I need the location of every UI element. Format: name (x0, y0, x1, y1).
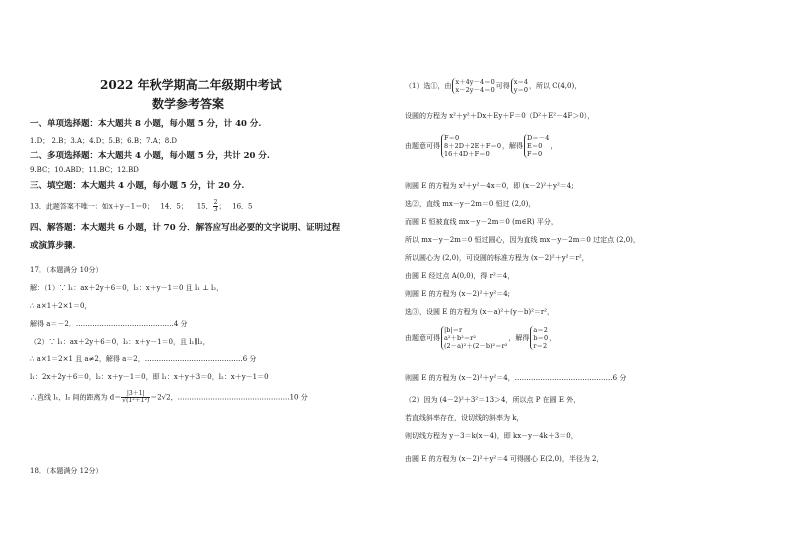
q17-line5: ∴ a×1＝2×1 且 a≠2，解得 a＝2，……………………………………6 分 (30, 355, 257, 363)
r12-start: 由题意可得 (405, 334, 440, 342)
q18-heading: 18．（本题满分 12分） (30, 467, 103, 475)
q17-line2: ∴ a×1＋2×1＝0， (30, 302, 92, 310)
answer-15-label: 15． (196, 202, 213, 211)
system-3-eq3: (2－a)²＋(2－b)²＝r² (444, 342, 508, 350)
part3-heading: 三、填空题：本大题共 4 小题，每小题 5 分，计 20 分. (30, 181, 245, 191)
part1-heading: 一、单项选择题：本大题共 8 小题，每小题 5 分，计 40 分. (30, 119, 262, 129)
r-line3 (405, 134, 557, 158)
answer-15-tail: ； (218, 202, 226, 211)
r-line2: 设圆的方程为 x²＋y²＋Dx＋Ey＋F＝0（D²＋E²－4F＞0）， (405, 112, 595, 120)
r-line16: 则切线方程为 y－3＝k(x－4)，即 kx－y－4k＋3＝0， (405, 432, 578, 440)
r-line8: 所以圆心为 (2,0)，可设圆的标准方程为 (x－2)²＋y²＝r²， (405, 254, 589, 262)
solution-3 (530, 326, 548, 350)
system-3-eq1: |b|＝r (444, 326, 463, 334)
part3-answers (30, 200, 253, 213)
system-3 (441, 326, 507, 350)
page-subtitle: 数学参考答案 (152, 97, 225, 111)
part1-answers: 1.D； 2.B；3.A；4.D；5.B；6.B；7.A；8.D (30, 137, 178, 145)
solution-2-d: D＝－4 (527, 134, 550, 142)
r3-end: ， (550, 142, 558, 150)
r12-mid: ，解得 (508, 334, 530, 342)
answer-16: 16．5 (232, 202, 253, 211)
system-1-eq1: x＋4y－4＝0 (455, 78, 495, 86)
system-2-eq3: 16＋4D＋F＝0 (444, 150, 490, 158)
solution-2 (524, 134, 549, 158)
distance-numerator: |3＋1| (121, 391, 150, 398)
answer-15-denominator: 3 (213, 206, 218, 213)
q17-line6: l₁：2x＋2y＋6＝0，l₂：x＋y－1＝0，即 l₁：x＋y＋3＝0，l₂：x＋y－1＝0 (30, 373, 269, 381)
r-line17: 由圆 E 的方程为 (x－2)²＋y²＝4 可得圆心 E(2,0)，半径为 2， (405, 455, 604, 463)
system-2-eq2: 8＋2D＋2E＋F＝0 (444, 142, 502, 150)
solution-3-b: b＝0 (533, 334, 549, 342)
r-line14: （2）因为 (4－2)²＋3²＝13＞4，所以点 P 在圆 E 外， (405, 396, 581, 404)
answer-15-numerator: 2 (213, 199, 218, 206)
r-line6: 而圆 E 恒被直线 mx－y－2m＝0 (m∈R) 平分， (405, 218, 558, 226)
r-line5: 选②，直线 mx－y－2m＝0 恒过 (2,0)， (405, 200, 536, 208)
answer-14: 14．5； (160, 202, 188, 211)
r-line7: 所以 mx－y－2m＝0 恒过圆心，因为直线 mx－y－2m＝0 过定点 (2,0)， (405, 236, 640, 244)
q17-line1: 解：（1）∵ l₁：ax＋2y＋6＝0，l₂：x＋y－1＝0 且 l₁ ⊥ l₂， (30, 284, 224, 292)
r-line1 (405, 78, 581, 94)
solution-1-y: y＝0 (513, 86, 529, 94)
solution-3-a: a＝2 (533, 326, 548, 334)
solution-2-e: E＝0 (527, 142, 543, 150)
page-title: 2022 年秋学期高二年级期中考试 (100, 78, 282, 92)
r1-end: ，所以 C(4,0)， (529, 82, 582, 90)
q17-line7-end: ＝2√2，…………………………………………10 分 (150, 393, 308, 402)
r-line10: 则圆 E 的方程为 (x－2)²＋y²＝4; (405, 290, 511, 298)
distance-fraction (121, 391, 150, 404)
answer-13: 13．此题答案不唯一：如x＋y－1＝0； (30, 202, 154, 211)
solution-1 (511, 78, 528, 94)
solution-3-r: r＝2 (533, 342, 548, 350)
r-line4: 则圆 E 的方程为 x²＋y²－4x＝0，即 (x－2)²＋y²＝4; (405, 182, 574, 190)
q17-line3: 解得 a＝－2．……………………………………4 分 (30, 320, 188, 328)
r1-mid: 可得 (495, 82, 510, 90)
solution-2-f: F＝0 (527, 150, 543, 158)
system-2 (441, 134, 501, 158)
q17-line4: （2）∵ l₁：ax＋2y＋6＝0，l₂：x＋y－1＝0，且 l₁∥l₂， (30, 338, 210, 346)
r-line9: 由圆 E 经过点 A(0,0)，得 r²＝4， (405, 272, 515, 280)
solution-1-x: x＝4 (513, 78, 529, 86)
r-line13: 则圆 E 的方程为 (x－2)²＋y²＝4，……………………………………6 分 (405, 374, 627, 382)
part4-heading-line1: 四、解答题：本大题共 6 小题，计 70 分．解答应写出必要的文字说明、证明过程 (30, 223, 341, 233)
part2-answers: 9.BC；10.ABD；11.BC；12.BD (30, 166, 139, 174)
r3-start: 由题意可得 (405, 142, 440, 150)
part2-heading: 二、多项选择题：本大题共 4 小题，每小题 5 分，共计 20 分. (30, 151, 270, 161)
r12-end: ， (549, 334, 557, 342)
system-1 (452, 78, 494, 94)
q17-line7 (30, 391, 308, 404)
r-line11: 选③，设圆 E 的方程为 (x－a)²＋(y－b)²＝r²， (405, 308, 555, 316)
q17-line7-start: ∴直线 l₁，l₂ 间的距离为 d＝ (30, 393, 122, 402)
system-1-eq2: x－2y－4＝0 (455, 86, 495, 94)
r3-mid: ，解得 (502, 142, 524, 150)
distance-denominator: √(1²＋1²) (122, 397, 150, 404)
system-2-eq1: F＝0 (444, 134, 460, 142)
r1-start: （1）选①，由 (405, 82, 452, 90)
system-3-eq2: a²＋b²＝r² (444, 334, 476, 342)
q17-heading: 17．（本题满分 10分） (30, 266, 103, 274)
r-line15: 若直线斜率存在，设切线的斜率为 k， (405, 414, 524, 422)
part4-heading-line2: 或演算步骤. (30, 241, 76, 251)
r-line12 (405, 326, 556, 350)
